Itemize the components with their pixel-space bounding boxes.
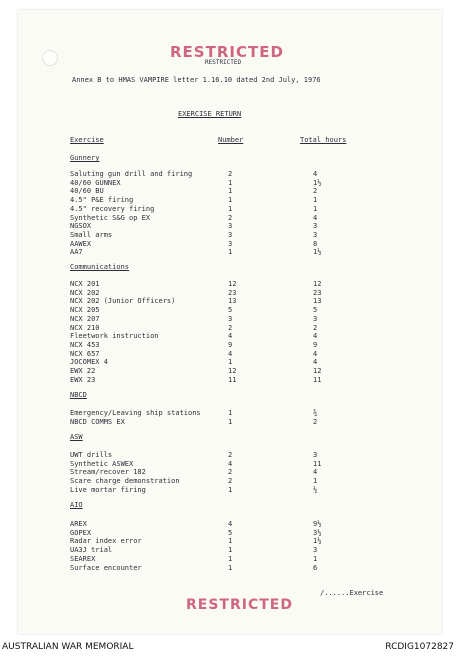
hours-cell: 3 [313, 222, 318, 231]
number-cell: 5 [228, 528, 233, 537]
hours-cell: 2 [313, 417, 318, 426]
trailer-exercise: /......Exercise [320, 589, 384, 597]
number-cell: 11 [228, 375, 237, 384]
number-cell: 5 [228, 306, 233, 315]
restricted-typed-heading: RESTRICTED [205, 59, 242, 66]
number-cell: 2 [228, 468, 233, 477]
exercise-cell: Scare charge demonstration [70, 477, 180, 486]
number-cell: 1 [228, 178, 233, 187]
exercise-cell: AAWEX [70, 239, 92, 248]
exercise-cell: UWT drills [70, 451, 113, 459]
hours-cell: 1½ [313, 537, 322, 546]
number-cell: 4 [228, 459, 233, 468]
exercise-cell: 40/60 GUNNEX [70, 178, 121, 187]
section-heading: Communications [70, 263, 130, 271]
number-cell: 4 [228, 332, 233, 341]
footer-reference: RCDIG1072827 [385, 642, 454, 652]
exercise-cell: Fleetwork instruction [70, 332, 159, 341]
number-cell: 12 [228, 280, 237, 288]
exercise-cell: Stream/recover 182 [70, 468, 146, 477]
hours-cell: 1½ [313, 248, 322, 257]
exercise-cell: NCX 201 [70, 280, 100, 288]
number-cell: 23 [228, 288, 237, 297]
hours-cell: 1 [313, 204, 318, 213]
exercise-cell: NGSOX [70, 222, 92, 231]
hours-cell: 1 [313, 477, 318, 486]
hours-cell: 9½ [313, 520, 322, 528]
exercise-cell: JOCOMEX 4 [70, 358, 108, 367]
restricted-stamp-bottom: RESTRICTED [186, 597, 293, 613]
hours-cell: 8 [313, 239, 318, 248]
exercise-cell: NBCD COMMS EX [70, 417, 125, 426]
number-cell: 3 [228, 230, 233, 239]
exercise-cell: Live mortar firing [70, 485, 146, 494]
annex-line: Annex B to HMAS VAMPIRE letter 1.16.10 dated 2nd July, 1976 [72, 76, 321, 84]
hours-cell: ¾ [313, 409, 318, 417]
exercise-cell: Synthetic ASWEX [70, 459, 134, 468]
number-cell: 2 [228, 323, 233, 332]
number-cell: 3 [228, 222, 233, 231]
hours-cell: 4 [313, 468, 318, 477]
hours-cell: 4 [313, 170, 318, 178]
exercise-cell: EWX 22 [70, 367, 96, 375]
section-heading: ASW [70, 433, 83, 441]
number-cell: 2 [228, 477, 233, 486]
hours-cell: 9 [313, 340, 318, 349]
hours-cell: 1 [313, 196, 318, 205]
hours-cell: 5 [313, 306, 318, 315]
hours-cell: 4 [313, 213, 318, 222]
number-cell: 1 [228, 537, 233, 546]
section-heading: NBCD [70, 391, 87, 399]
number-cell: 1 [228, 417, 233, 426]
exercise-cell: EWX 23 [70, 375, 96, 384]
exercise-cell: 4.5" P&E firing [70, 196, 134, 205]
hours-cell: 12 [313, 280, 322, 288]
exercise-cell: Synthetic S&G op EX [70, 213, 151, 222]
number-cell: 1 [228, 248, 233, 257]
hours-cell: 4 [313, 358, 318, 367]
number-cell: 1 [228, 204, 233, 213]
exercise-cell: NCX 205 [70, 306, 100, 315]
number-cell: 2 [228, 170, 233, 178]
hours-cell: 4 [313, 332, 318, 341]
header-number: Number [218, 136, 244, 144]
number-cell: 13 [228, 297, 237, 306]
hours-cell: 1 [313, 554, 318, 563]
hours-cell: 2 [313, 187, 318, 196]
punch-hole [42, 50, 58, 66]
hours-cell: 2 [313, 323, 318, 332]
hours-cell: 3 [313, 451, 318, 459]
number-cell: 3 [228, 239, 233, 248]
section-heading: Gunnery [70, 154, 100, 162]
number-cell: 2 [228, 451, 233, 459]
number-cell: 4 [228, 520, 233, 528]
header-exercise: Exercise [70, 136, 104, 144]
exercise-cell: Saluting gun drill and firing [70, 170, 193, 178]
exercise-cell: Small arms [70, 230, 113, 239]
hours-cell: ½ [313, 485, 318, 494]
exercise-cell: Surface encounter [70, 563, 142, 572]
number-cell: 1 [228, 358, 233, 367]
number-cell: 1 [228, 196, 233, 205]
exercise-cell: UA3J trial [70, 546, 113, 555]
number-cell: 1 [228, 485, 233, 494]
exercise-cell: SEAREX [70, 554, 96, 563]
number-cell: 3 [228, 314, 233, 323]
exercise-cell: AREX [70, 520, 87, 528]
number-cell: 1 [228, 187, 233, 196]
number-cell: 1 [228, 563, 233, 572]
hours-cell: 23 [313, 288, 322, 297]
number-cell: 4 [228, 349, 233, 358]
number-cell: 2 [228, 213, 233, 222]
footer-archive: AUSTRALIAN WAR MEMORIAL [2, 642, 134, 652]
number-cell: 1 [228, 546, 233, 555]
hours-cell: 3 [313, 546, 318, 555]
exercise-cell: 40/60 BU [70, 187, 104, 196]
exercise-cell: NCX 657 [70, 349, 100, 358]
number-cell: 9 [228, 340, 233, 349]
hours-cell: 3½ [313, 528, 322, 537]
exercise-cell: GOPEX [70, 528, 92, 537]
exercise-cell: NCX 202 [70, 288, 100, 297]
hours-cell: 4 [313, 349, 318, 358]
hours-cell: 1½ [313, 178, 322, 187]
hours-cell: 3 [313, 314, 318, 323]
hours-cell: 6 [313, 563, 318, 572]
hours-cell: 11 [313, 459, 322, 468]
exercise-cell: NCX 207 [70, 314, 100, 323]
hours-cell: 3 [313, 230, 318, 239]
header-total-hours: Total hours [300, 136, 347, 144]
exercise-cell: NCX 202 (Junior Officers) [70, 297, 176, 306]
document-title: EXERCISE RETURN [178, 110, 242, 118]
number-cell: 12 [228, 367, 237, 375]
exercise-cell: Radar index error [70, 537, 142, 546]
restricted-stamp-top: RESTRICTED [170, 43, 284, 61]
number-cell: 1 [228, 409, 233, 417]
exercise-cell: 4.5" recovery firing [70, 204, 155, 213]
exercise-cell: NCX 453 [70, 340, 100, 349]
hours-cell: 11 [313, 375, 322, 384]
number-cell: 1 [228, 554, 233, 563]
exercise-cell: AA7 [70, 248, 83, 257]
hours-cell: 13 [313, 297, 322, 306]
hours-cell: 12 [313, 367, 322, 375]
exercise-cell: Emergency/Leaving ship stations [70, 409, 201, 417]
section-heading: AIO [70, 501, 83, 509]
exercise-cell: NCX 210 [70, 323, 100, 332]
